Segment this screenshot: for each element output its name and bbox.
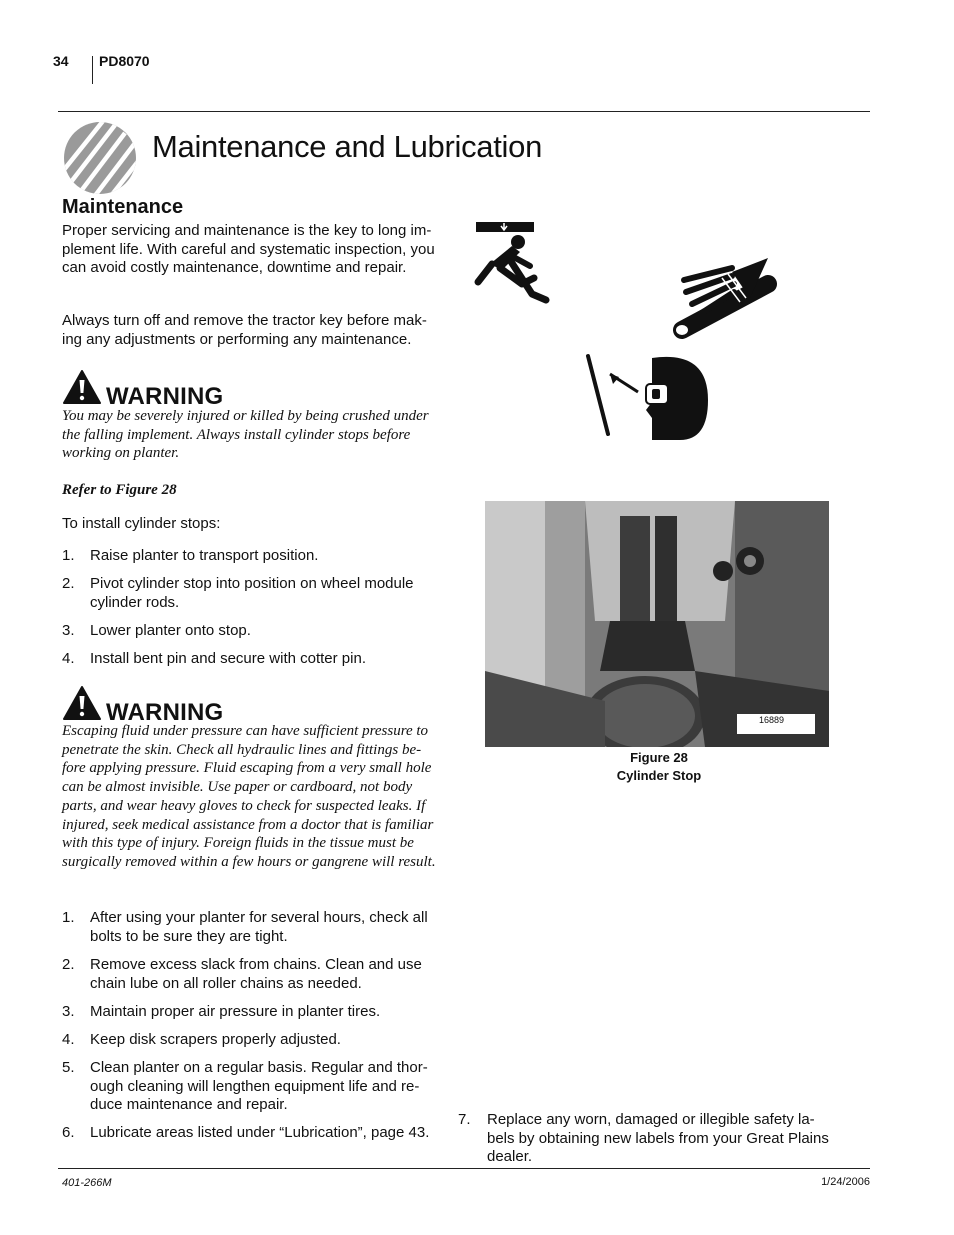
warning-triangle-icon <box>62 369 102 405</box>
intro-paragraph-1: Proper servicing and maintenance is the key to long im-plement life. With careful and systematic inspection, you can avoid costly maintenance, downtime and repair. <box>62 222 435 277</box>
warning-text-2: Escaping fluid under pressure can have sufficient pressure to penetrate the skin. Check all hydraulic lines and fittings be-fore applying pressure. Fluid escaping from a very small hole can be almost invisible. Use paper or cardboard, not body parts, and wear heavy gloves to check for suspected leaks. If injured, seek medical assistance from a doctor that is familiar with this type of injury. Foreign fluids in the tissue must be surgically removed within a few hours or gangrene will result. <box>62 723 436 870</box>
fluid-injection-hazard-icon <box>676 258 768 335</box>
step-number: 3. <box>62 622 75 639</box>
figure-reference: Refer to Figure 28 <box>62 482 177 498</box>
warning-triangle-icon <box>62 685 102 721</box>
step-text: Raise planter to transport position. <box>90 547 319 564</box>
install-intro: To install cylinder stops: <box>62 515 221 532</box>
install-step <box>62 622 440 641</box>
step-number: 1. <box>62 547 75 564</box>
header-divider <box>92 56 93 84</box>
step-number: 2. <box>62 956 75 973</box>
step-number: 7. <box>458 1111 471 1128</box>
top-rule <box>58 111 870 112</box>
step-number: 2. <box>62 575 75 592</box>
figure-number: Figure 28 <box>630 750 688 765</box>
figure-title: Cylinder Stop <box>616 768 702 783</box>
step-text: Clean planter on a regular basis. Regular and thor-ough cleaning will lengthen equipment life and re-duce maintenance and repair. <box>90 1059 428 1114</box>
intro-paragraph-2: Always turn off and remove the tractor key before mak-ing any adjustments or performing any maintenance. <box>62 312 427 348</box>
step-number: 3. <box>62 1003 75 1020</box>
great-plains-logo <box>63 121 137 195</box>
maintenance-step <box>62 1124 440 1143</box>
step-text: Pivot cylinder stop into position on wheel module cylinder rods. <box>90 575 414 611</box>
maintenance-step <box>62 956 440 993</box>
step-number: 4. <box>62 1031 75 1048</box>
warning-label-2: WARNING <box>106 699 224 726</box>
section-heading: Maintenance <box>62 196 184 218</box>
step-text: Keep disk scrapers properly adjusted. <box>90 1031 341 1048</box>
maintenance-step <box>62 1059 440 1115</box>
photo-id-label: 16889 <box>737 714 815 734</box>
bottom-rule <box>58 1168 870 1169</box>
photo-illustration <box>485 501 829 747</box>
install-step <box>62 547 440 566</box>
warning-label-1: WARNING <box>106 383 224 410</box>
step-text: Lower planter onto stop. <box>90 622 251 639</box>
page-title: Maintenance and Lubrication <box>152 129 543 164</box>
figure-caption <box>560 749 758 785</box>
step-text: Replace any worn, damaged or illegible safety la-bels by obtaining new labels from your Great Plains dealer. <box>487 1111 829 1166</box>
eye-protection-icon <box>588 356 708 440</box>
footer-date: 1/24/2006 <box>821 1176 870 1188</box>
step-number: 4. <box>62 650 75 667</box>
maintenance-step <box>62 1031 440 1050</box>
cylinder-stop-photo <box>485 501 829 747</box>
footer-doc-number: 401-266M <box>62 1177 112 1189</box>
model-name: PD8070 <box>99 53 150 69</box>
install-step <box>62 650 440 669</box>
maintenance-step <box>62 909 440 946</box>
step-number: 6. <box>62 1124 75 1141</box>
step-text: Install bent pin and secure with cotter pin. <box>90 650 366 667</box>
maintenance-step <box>62 1003 440 1022</box>
step-text: Maintain proper air pressure in planter tires. <box>90 1003 381 1020</box>
step-number: 1. <box>62 909 75 926</box>
maintenance-step <box>458 1111 830 1167</box>
install-step <box>62 575 440 612</box>
step-text: Lubricate areas listed under “Lubrication”, page 43. <box>90 1124 430 1141</box>
step-number: 5. <box>62 1059 75 1076</box>
safety-pictograms <box>470 212 800 444</box>
page-number: 34 <box>53 53 69 69</box>
crush-hazard-icon <box>476 222 546 300</box>
step-text: After using your planter for several hours, check all bolts to be sure they are tight. <box>90 909 428 945</box>
step-text: Remove excess slack from chains. Clean and use chain lube on all roller chains as needed. <box>90 956 422 992</box>
warning-text-1: You may be severely injured or killed by being crushed under the falling implement. Always install cylinder stops before working on planter. <box>62 408 429 462</box>
